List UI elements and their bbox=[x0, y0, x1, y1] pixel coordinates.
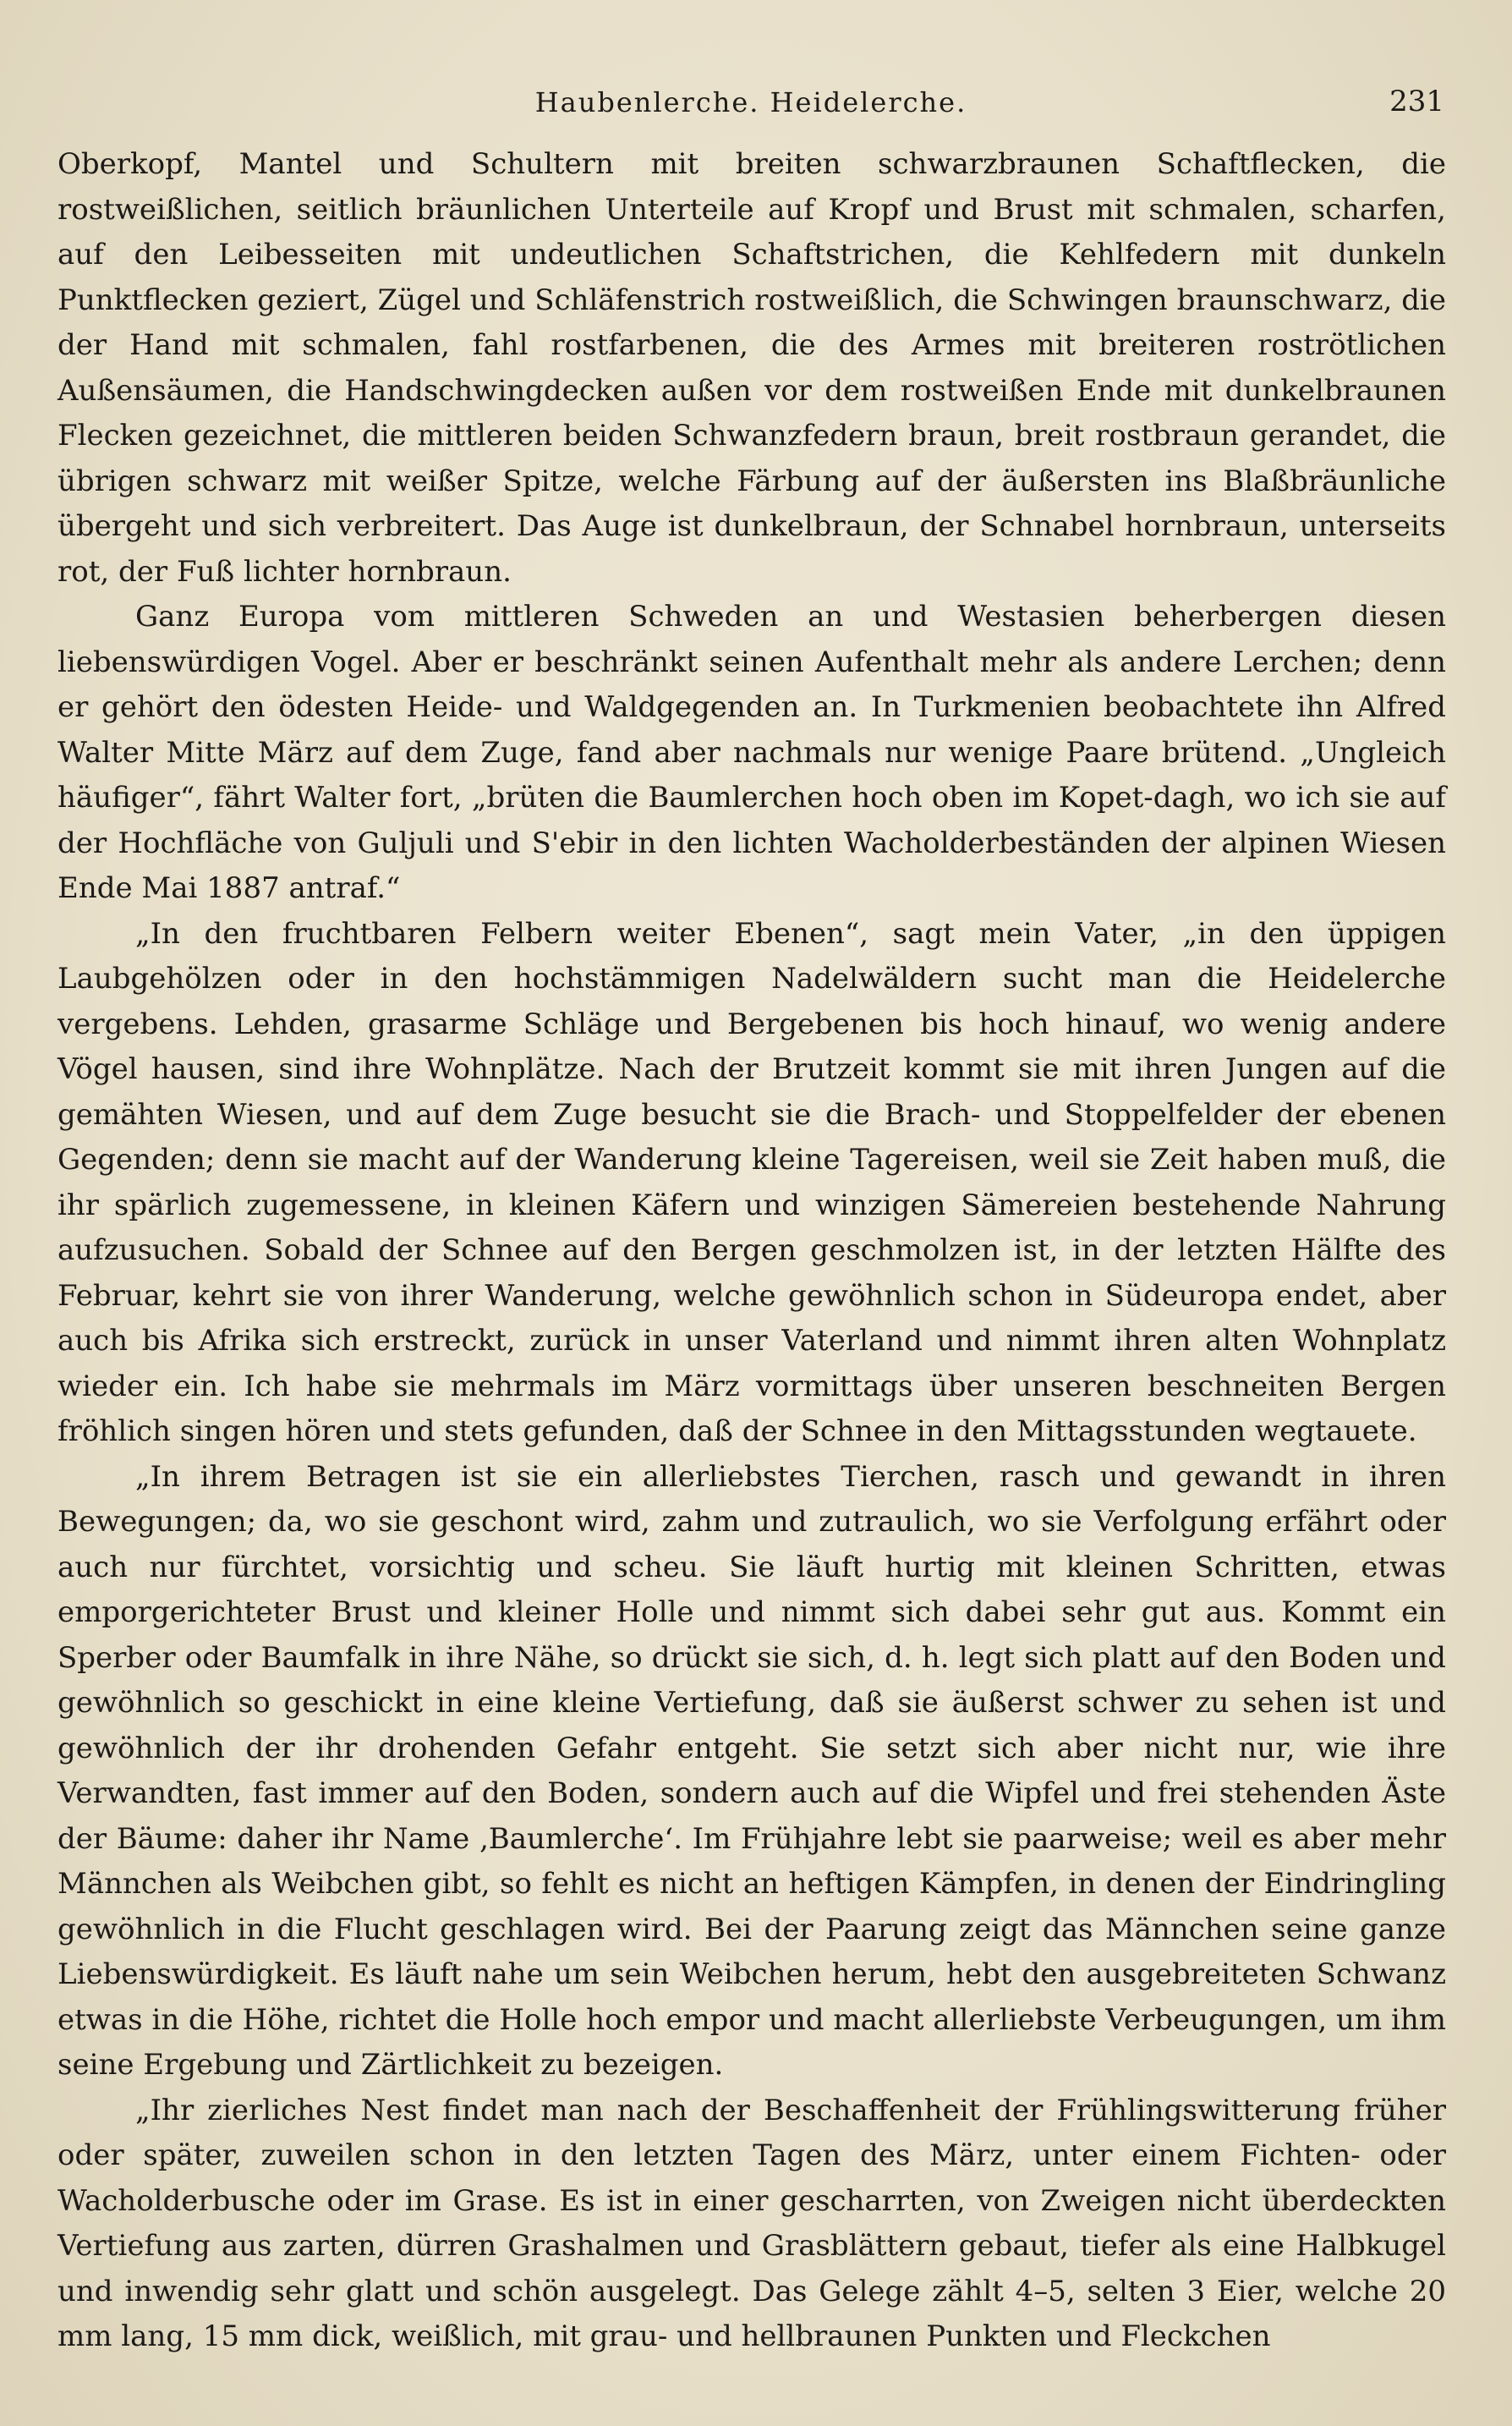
paragraph-1: Oberkopf, Mantel und Schultern mit breiten schwarzbraunen Schaftflecken, die rostweißlichen, seitlich bräunlichen Unterteile auf Kropf und Brust mit schmalen, scharfen, auf den Leibesseiten mit undeutlichen Schaftstrichen, die Kehlfedern mit dunkeln Punktflecken geziert, Zügel und Schläfenstrich rostweißlich, die Schwingen braunschwarz, die der Hand mit schmalen, fahl rostfarbenen, die des Armes mit breiteren roströtlichen Außensäumen, die Handschwingdecken außen vor dem rostweißen Ende mit dunkelbraunen Flecken gezeichnet, die mittleren beiden Schwanzfedern braun, breit rostbraun gerandet, die übrigen schwarz mit weißer Spitze, welche Färbung auf der äußersten ins Blaßbräunliche übergeht und sich verbreitert. Das Auge ist dunkelbraun, der Schnabel hornbraun, unterseits rot, der Fuß lichter hornbraun. bbox=[58, 147, 1446, 589]
running-title: Haubenlerche. Heidelerche. bbox=[534, 86, 967, 118]
paragraph-5: „Ihr zierliches Nest findet man nach der Beschaffenheit der Frühlingswitterung früher oder später, zuweilen schon in den letzten Tagen des März, unter einem Fichten- oder Wacholderbusche oder im Grase. Es ist in einer gescharrten, von Zweigen nicht überdeckten Vertiefung aus zarten, dürren Grashalmen und Grasblättern gebaut, tiefer als eine Halbkugel und inwendig sehr glatt und schön ausgelegt. Das Gelege zählt 4–5, selten 3 Eier, welche 20 mm lang, 15 mm dick, weißlich, mit grau- und hellbraunen Punkten und Fleckchen bbox=[58, 2093, 1446, 2353]
body-text bbox=[58, 142, 1446, 2360]
paragraph-3: „In den fruchtbaren Felbern weiter Ebenen“, sagt mein Vater, „in den üppigen Laubgehölzen oder in den hochstämmigen Nadelwäldern sucht man die Heidelerche vergebens. Lehden, grasarme Schläge und Bergebenen bis hoch hinauf, wo wenig andere Vögel hausen, sind ihre Wohnplätze. Nach der Brutzeit kommt sie mit ihren Jungen auf die gemähten Wiesen, und auf dem Zuge besucht sie die Brach- und Stoppelfelder der ebenen Gegenden; denn sie macht auf der Wanderung kleine Tagereisen, weil sie Zeit haben muß, die ihr spärlich zugemessene, in kleinen Käfern und winzigen Sämereien bestehende Nahrung aufzusuchen. Sobald der Schnee auf den Bergen geschmolzen ist, in der letzten Hälfte des Februar, kehrt sie von ihrer Wanderung, welche gewöhnlich schon in Südeuropa endet, aber auch bis Afrika sich erstreckt, zurück in unser Vaterland und nimmt ihren alten Wohnplatz wieder ein. Ich habe sie mehrmals im März vormittags über unseren beschneiten Bergen fröhlich singen hören und stets gefunden, daß der Schnee in den Mittagsstunden wegtauete. bbox=[58, 916, 1446, 1448]
page-header bbox=[58, 81, 1444, 129]
paragraph-4: „In ihrem Betragen ist sie ein allerliebstes Tierchen, rasch und gewandt in ihren Bewegungen; da, wo sie geschont wird, zahm und zutraulich, wo sie Verfolgung erfährt oder auch nur fürchtet, vorsichtig und scheu. Sie läuft hurtig mit kleinen Schritten, etwas emporgerichteter Brust und kleiner Holle und nimmt sich dabei sehr gut aus. Kommt ein Sperber oder Baumfalk in ihre Nähe, so drückt sie sich, d. h. legt sich platt auf den Boden und gewöhnlich so geschickt in eine kleine Vertiefung, daß sie äußerst schwer zu sehen ist und gewöhnlich der ihr drohenden Gefahr entgeht. Sie setzt sich aber nicht nur, wie ihre Verwandten, fast immer auf den Boden, sondern auch auf die Wipfel und frei stehenden Äste der Bäume: daher ihr Name ‚Baumlerche‘. Im Frühjahre lebt sie paarweise; weil es aber mehr Männchen als Weibchen gibt, so fehlt es nicht an heftigen Kämpfen, in denen der Eindringling gewöhnlich in die Flucht geschlagen wird. Bei der Paarung zeigt das Männchen seine ganze Liebenswürdigkeit. Es läuft nahe um sein Weibchen herum, hebt den ausgebreiteten Schwanz etwas in die Höhe, richtet die Holle hoch empor und macht allerliebste Verbeugungen, um ihm seine Ergebung und Zärtlichkeit zu bezeigen. bbox=[58, 1459, 1446, 2082]
page-number: 231 bbox=[1389, 85, 1444, 118]
paragraph-2: Ganz Europa vom mittleren Schweden an und Westasien beherbergen diesen liebenswürdigen Vogel. Aber er beschränkt seinen Aufenthalt mehr als andere Lerchen; denn er gehört den ödesten Heide- und Waldgegenden an. In Turkmenien beobachtete ihn Alfred Walter Mitte März auf dem Zuge, fand aber nachmals nur wenige Paare brütend. „Ungleich häufiger“, fährt Walter fort, „brüten die Baumlerchen hoch oben im Kopet-dagh, wo ich sie auf der Hochfläche von Guljuli und S'ebir in den lichten Wacholderbeständen der alpinen Wiesen Ende Mai 1887 antraf.“ bbox=[58, 600, 1446, 905]
